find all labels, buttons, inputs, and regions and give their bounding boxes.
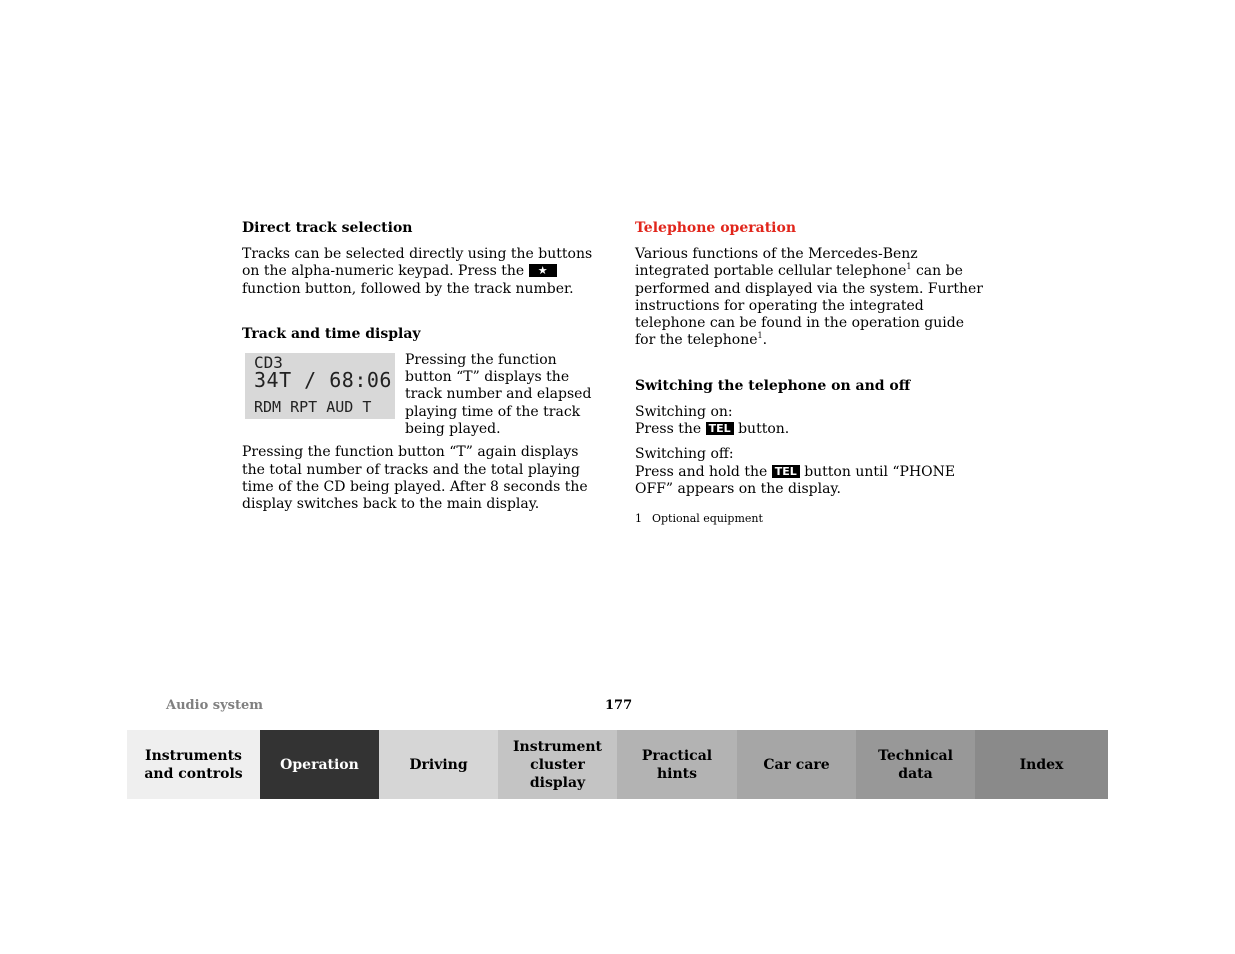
again-description: Pressing the function button “T” again displays the total number of tracks and the total playing time of the CD being played. After 8 seconds the display switches back to the main display. bbox=[242, 444, 588, 513]
tab-label: Practical hints bbox=[641, 747, 713, 782]
on-text-part2: button. bbox=[738, 421, 790, 438]
track-time-heading: Track and time display bbox=[242, 325, 421, 342]
off-text-part2: button until “PHONE OFF” appears on the display. bbox=[635, 463, 956, 497]
display-illustration-block bbox=[242, 352, 604, 438]
tab-practical-hints[interactable] bbox=[617, 730, 737, 799]
tab-technical-data[interactable] bbox=[856, 730, 975, 799]
switching-off-text bbox=[635, 464, 987, 499]
page-number: 177 bbox=[605, 698, 633, 713]
tab-instrument-cluster-display[interactable] bbox=[498, 730, 617, 799]
section-title: Audio system bbox=[166, 698, 263, 713]
lcd-line-1: CD3 bbox=[254, 352, 283, 372]
intro-part3: . bbox=[762, 332, 768, 349]
footnote-ref: 1 bbox=[906, 262, 912, 272]
intro-part1: Various functions of the Mercedes-Benz integrated portable cellular telephone bbox=[635, 246, 918, 280]
tel-key-icon: TEL bbox=[772, 465, 800, 478]
lcd-display-image bbox=[245, 353, 395, 419]
switching-on-text bbox=[635, 421, 987, 438]
switching-off-label: Switching off: bbox=[635, 446, 734, 463]
star-key-icon: ★ bbox=[529, 264, 557, 277]
lcd-line-2: 34T / 68:06 bbox=[254, 367, 392, 392]
on-text-part1: Press the bbox=[635, 421, 702, 438]
lcd-line-3: RDM RPT AUD T bbox=[254, 397, 372, 416]
intro-part2: can be performed and displayed via the system. Further instructions for operating the integrated telephone can be found in the operation guide for the telephone bbox=[635, 263, 983, 349]
direct-track-heading: Direct track selection bbox=[242, 220, 413, 236]
footnote-text: Optional equipment bbox=[652, 512, 763, 526]
tab-label: Car care bbox=[763, 756, 830, 773]
tab-instruments-and-controls[interactable] bbox=[127, 730, 260, 799]
telephone-operation-heading: Telephone operation bbox=[635, 220, 796, 236]
footnote-number: 1 bbox=[635, 512, 642, 526]
tab-label: Instruments and controls bbox=[144, 747, 243, 782]
display-description: Pressing the function button “T” displays the track number and elapsed playing time of the track being played. bbox=[405, 351, 592, 438]
footnote bbox=[635, 510, 987, 527]
right-column bbox=[635, 218, 987, 528]
tab-label: Driving bbox=[409, 756, 468, 773]
chapter-nav bbox=[127, 730, 1108, 799]
off-text-part1: Press and hold the bbox=[635, 463, 768, 480]
tab-car-care[interactable] bbox=[737, 730, 856, 799]
tab-label: Instrument cluster display bbox=[513, 738, 602, 791]
switching-heading: Switching the telephone on and off bbox=[635, 377, 911, 394]
footnote-ref: 1 bbox=[757, 331, 763, 341]
tab-operation[interactable] bbox=[260, 730, 379, 799]
tab-label: Technical data bbox=[878, 747, 953, 782]
tab-driving[interactable] bbox=[379, 730, 498, 799]
left-column bbox=[242, 218, 604, 514]
tab-label: Index bbox=[1019, 756, 1064, 773]
tab-index[interactable] bbox=[975, 730, 1108, 799]
telephone-intro bbox=[635, 246, 987, 350]
tel-key-icon: TEL bbox=[706, 422, 734, 435]
direct-track-text bbox=[242, 246, 604, 298]
switching-on-label: Switching on: bbox=[635, 403, 733, 420]
tab-label: Operation bbox=[280, 756, 359, 773]
direct-text-part1: Tracks can be selected directly using the buttons on the alpha-numeric keypad. Press the bbox=[242, 246, 593, 280]
direct-text-part2: function button, followed by the track number. bbox=[242, 280, 574, 297]
